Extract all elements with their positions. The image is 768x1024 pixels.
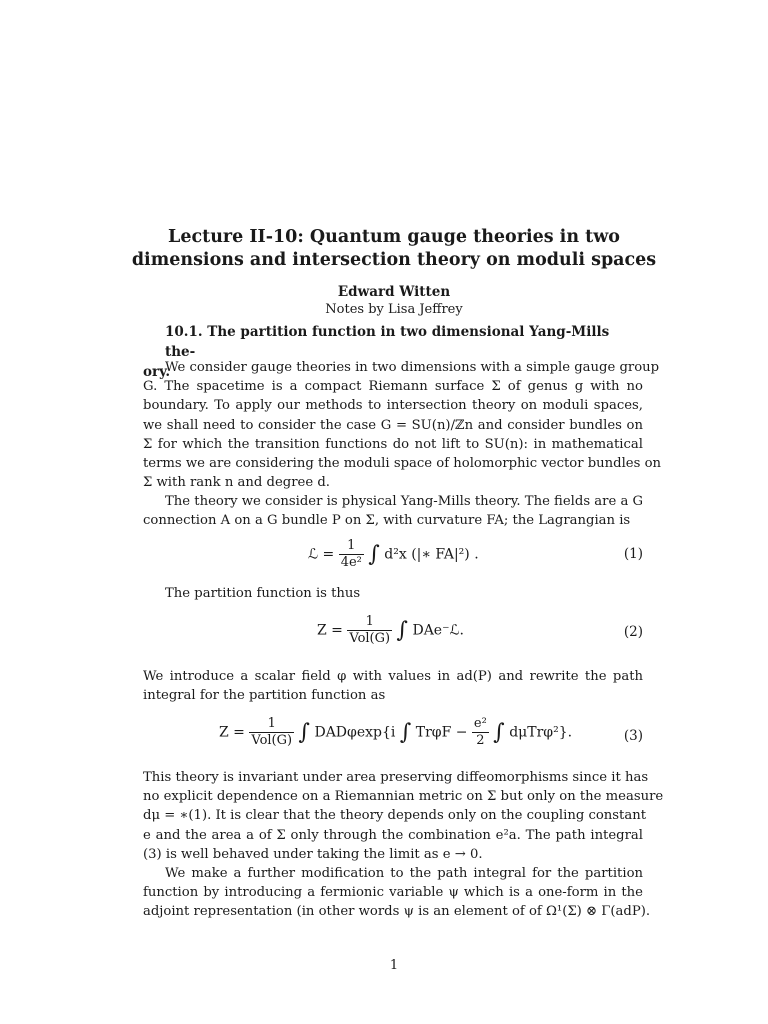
section-heading-line-2: ory. xyxy=(143,364,171,380)
eq3-term-2: TrφF − xyxy=(415,724,468,741)
paragraph-1 xyxy=(143,358,662,492)
paragraph-3 xyxy=(143,584,643,603)
text-line: function by introducing a fermionic variable ψ which is a one-form in the xyxy=(143,885,643,901)
text-line: The partition function is thus xyxy=(165,586,361,601)
eq3-numerator-2: e² xyxy=(473,716,487,731)
integral-sign: ∫ xyxy=(399,720,412,745)
text-line: terms we are considering the moduli space of holomorphic vector bundles on xyxy=(143,456,662,472)
text-line: boundary. To apply our methods to intersection theory on moduli spaces, xyxy=(143,398,643,414)
title-line-2: dimensions and intersection theory on moduli spaces xyxy=(131,250,657,270)
paragraph-2 xyxy=(143,492,643,530)
eq3-lhs: Z = xyxy=(219,724,245,741)
text-line: The theory we consider is physical Yang-Mills theory. The fields are a G xyxy=(165,494,644,509)
equation-1 xyxy=(143,538,643,574)
author-name: Edward Witten xyxy=(337,284,451,300)
integral-sign: ∫ xyxy=(368,542,380,567)
eq1-rhs: d²x (|∗ FA|²) . xyxy=(384,546,479,563)
paragraph-4 xyxy=(143,667,643,705)
notes-credit: Notes by Lisa Jeffrey xyxy=(325,302,463,317)
equation-number-3: (3) xyxy=(623,728,643,744)
integral-sign: ∫ xyxy=(298,720,311,745)
eq3-denominator: Vol(G) xyxy=(251,733,293,748)
eq1-denominator: 4e² xyxy=(340,555,362,570)
eq2-fraction xyxy=(347,614,392,647)
text-line: We introduce a scalar field φ with values in ad(P) and rewrite the path xyxy=(143,669,643,684)
eq3-fraction xyxy=(249,716,294,749)
section-heading-line-1: 10.1. The partition function in two dimensional Yang-Mills the- xyxy=(165,324,610,360)
text-line: no explicit dependence on a Riemannian metric on Σ but only on the measure xyxy=(143,789,664,805)
eq2-numerator: 1 xyxy=(347,614,392,631)
eq3-term-1: DADφexp{i xyxy=(314,724,396,741)
paper-title xyxy=(100,226,688,272)
text-line: We make a further modification to the path integral for the partition xyxy=(165,866,643,881)
equation-2 xyxy=(143,614,643,654)
equation-number-1: (1) xyxy=(623,546,643,562)
eq1-lhs: ℒ = xyxy=(308,546,335,563)
text-line: Σ for which the transition functions do not lift to SU(n): in mathematical xyxy=(143,436,643,452)
paragraph-6 xyxy=(143,864,651,922)
title-line-1: Lecture II-10: Quantum gauge theories in two xyxy=(168,227,620,247)
equation-number-2: (2) xyxy=(623,624,643,640)
text-line: (3) is well behaved under taking the limit as e → 0. xyxy=(143,846,483,862)
text-line: e and the area a of Σ only through the combination e²a. The path integral xyxy=(143,827,643,843)
text-line: dμ = ∗(1). It is clear that the theory depends only on the coupling constant xyxy=(143,808,646,824)
text-line: Σ with rank n and degree d. xyxy=(143,475,330,491)
eq2-lhs: Z = xyxy=(317,622,343,639)
page-number: 1 xyxy=(389,958,399,973)
text-line: We consider gauge theories in two dimensions with a simple gauge group xyxy=(165,360,660,375)
eq3-fraction-2 xyxy=(472,716,489,749)
text-line: This theory is invariant under area preserving diffeomorphisms since it has xyxy=(143,770,649,785)
text-line: G. The spacetime is a compact Riemann surface Σ of genus g with no xyxy=(143,379,643,395)
eq2-rhs: DAe⁻ℒ. xyxy=(412,622,465,639)
eq1-fraction xyxy=(339,538,364,571)
equation-3 xyxy=(143,716,643,758)
eq2-denominator: Vol(G) xyxy=(349,631,391,646)
eq1-numerator: 1 xyxy=(339,538,364,555)
text-line: connection A on a G bundle P on Σ, with curvature FA; the Lagrangian is xyxy=(143,513,631,529)
text-line: integral for the partition function as xyxy=(143,688,386,704)
eq3-rhs: dμTrφ²}. xyxy=(509,724,573,741)
eq3-denominator-2: 2 xyxy=(476,733,485,748)
paragraph-5 xyxy=(143,768,664,864)
text-line: we shall need to consider the case G = SU(n)/ℤn and consider bundles on xyxy=(143,417,643,433)
text-line: adjoint representation (in other words ψ is an element of of Ω¹(Σ) ⊗ Γ(adP). xyxy=(143,904,651,920)
integral-sign: ∫ xyxy=(396,618,409,643)
eq3-numerator: 1 xyxy=(249,716,294,733)
integral-sign: ∫ xyxy=(493,720,505,745)
